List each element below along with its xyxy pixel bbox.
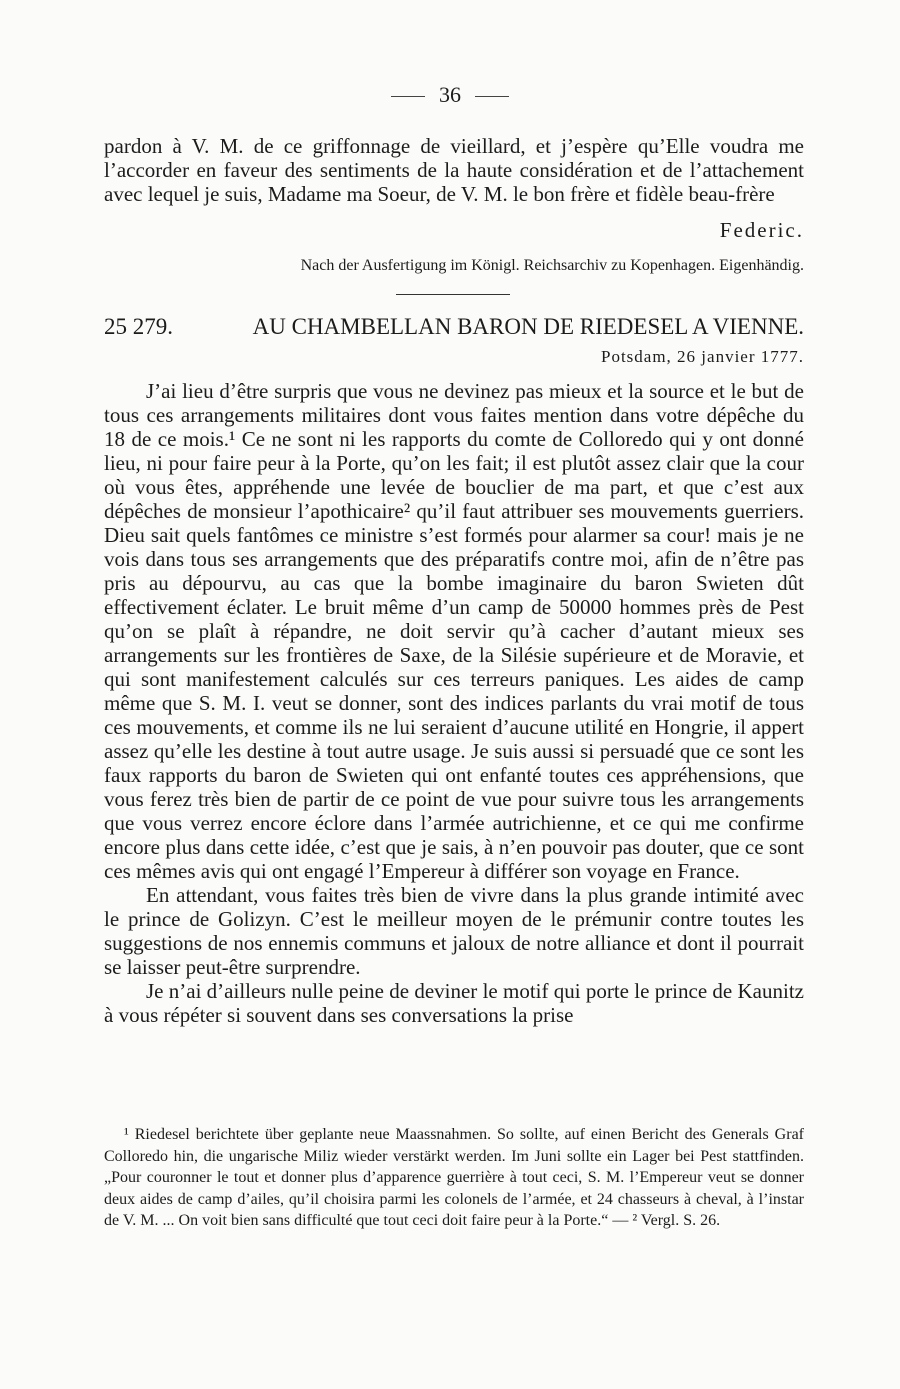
letter-title: AU CHAMBELLAN BARON DE RIEDESEL A VIENNE. <box>252 314 804 339</box>
letter-heading <box>104 314 804 340</box>
signature: Federic. <box>719 218 804 242</box>
page-header <box>0 82 900 108</box>
body-paragraph: J’ai lieu d’être surpris que vous ne devinez pas mieux et la source et le but de tous ces arrangements militaires dont vous faites mention dans votre dépêche du 18 de ce mois.¹ Ce ne sont ni les rapports du comte de Colloredo qui y ont donné lieu, ni pour faire peur à la Porte, qu’on les fait; il est plutôt assez clair que la cour où vous êtes, appréhende une levée de bouclier de ma part, et que c’est aux dépêches de monsieur l’apothicaire² qu’il faut attribuer ses mouvements guerriers. Dieu sait quels fantômes ce ministre s’est formés pour alarmer sa cour! mais je ne vois dans tous ses arrangements que des préparatifs contre moi, afin de n’être pas pris au dépourvu, au cas que la bombe imaginaire du baron Swieten dût effectivement éclater. Le bruit même d’un camp de 50000 hommes près de Pest qu’on se plaît à répandre, ne doit servir qu’à cacher d’autant mieux ses arrangements sur les frontières de Saxe, de la Silésie supérieure et de Moravie, et qui sont manifestement calculés sur ces terreurs paniques. Les aides de camp même que S. M. I. veut se donner, sont des indices parlants du vrai motif de tous ces mouvements, et comme ils ne lui seraient d’aucune utilité en Hongrie, il appert assez qu’elle les destine à tout autre usage. Je suis aussi si persuadé que ce sont les faux rapports du baron de Swieten qui ont enfanté toutes ces appréhensions, que vous ferez très bien de partir de ce point de vue pour suivre tous les arrangements que vous verrez encore éclore dans l’armée autrichienne, et ce qui me confirme encore plus dans cette idée, c’est que je sais, à n’en pouvoir pas douter, que ce sont ces mêmes avis qui ont engagé l’Empereur à différer son voyage en France. <box>104 379 804 883</box>
source-note: Nach der Ausfertigung im Königl. Reichsarchiv zu Kopenhagen. Eigenhändig. <box>300 257 804 274</box>
closing-paragraph: pardon à V. M. de ce griffonnage de vieillard, et j’espère qu’Elle voudra me l’accorder en faveur des sentiments de la haute considération et de l’attachement avec lequel je suis, Madame ma Soeur, de V. M. le bon frère et fidèle beau-frère <box>104 134 804 206</box>
section-divider <box>396 294 510 295</box>
previous-letter-closing <box>104 134 804 206</box>
page-number: 36 <box>439 82 461 107</box>
letter-dateline: Potsdam, 26 janvier 1777. <box>600 347 804 366</box>
footnotes <box>104 1124 804 1232</box>
letter-body <box>104 379 804 1027</box>
letter-number: 25 279. <box>104 314 173 339</box>
header-dash-left <box>391 96 425 97</box>
body-paragraph: En attendant, vous faites très bien de vivre dans la plus grande intimité avec le prince de Golizyn. C’est le meilleur moyen de le prémunir contre toutes les suggestions de nos ennemis communs et jaloux de notre alliance et dont il pourrait se laisser peut-être surprendre. <box>104 883 804 979</box>
header-dash-right <box>475 96 509 97</box>
body-paragraph: Je n’ai d’ailleurs nulle peine de deviner le motif qui porte le prince de Kaunitz à vous répéter si souvent dans ses conversations la prise <box>104 979 804 1027</box>
footnote: ¹ Riedesel berichtete über geplante neue Maassnahmen. So sollte, auf einen Bericht des Generals Graf Colloredo hin, die ungarische Miliz wieder verstärkt werden. Im Juni sollte ein Lager bei Pest stattfinden. „Pour couronner le tout et donner plus d’apparence guerrière à tout ceci, S. M. l’Empereur veut se donner deux aides de camp d’ailes, qu’il choisira parmi les colonels de l’armée, et 24 chasseurs à cheval, à l’instar de V. M. ... On voit bien sans difficulté que tout ceci doit faire peur à la Porte.“ — ² Vergl. S. 26. <box>104 1126 804 1230</box>
